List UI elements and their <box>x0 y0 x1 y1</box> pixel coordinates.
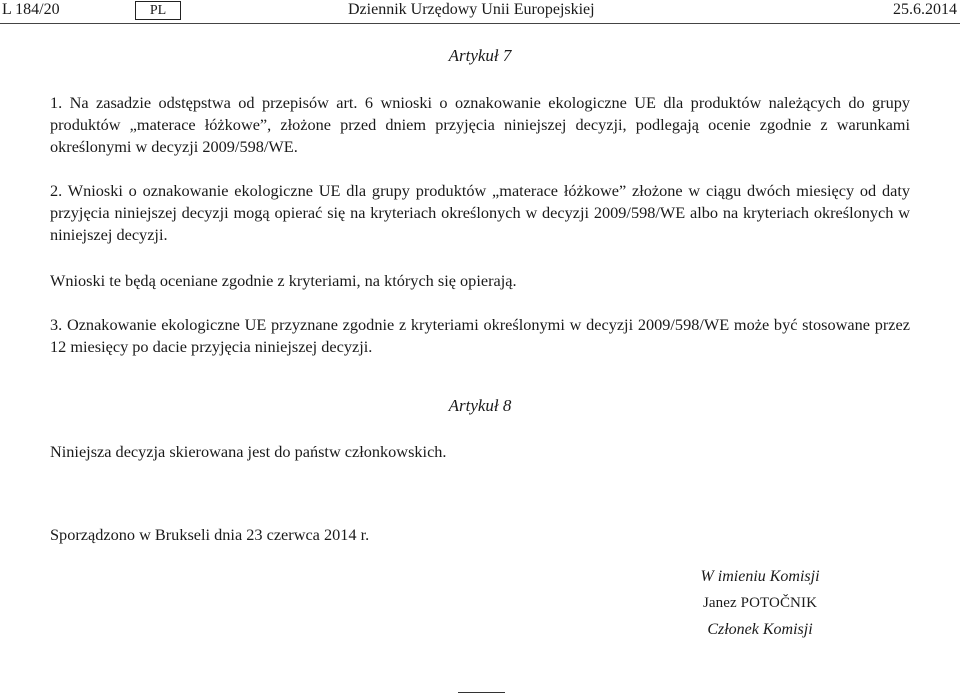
article-7-paragraph-3: 3. Oznakowanie ekologiczne UE przyznane zgodnie z kryteriami określonymi w decyzji 2009/598/WE może być stosowane przez 12 miesięcy po dacie przyjęcia niniejszej decyzji. <box>50 315 910 356</box>
article-8-paragraph: Niniejsza decyzja skierowana jest do państw członkowskich. <box>50 442 447 461</box>
article-7-paragraph-2-note: Wnioski te będą oceniane zgodnie z kryteriami, na których się opierają. <box>50 271 517 290</box>
page-header <box>0 0 960 24</box>
language-badge: PL <box>135 1 181 20</box>
article-7-paragraph-1: 1. Na zasadzie odstępstwa od przepisów art. 6 wnioski o oznakowanie ekologiczne UE dla produktów należących do grupy produktów „materace łóżkowe”, złożone przed dniem przyjęcia niniejszej decyzji, podlegają ocenie zgodnie z warunkami określonymi w decyzji 2009/598/WE. <box>50 93 910 156</box>
closing-statement: Sporządzono w Brukseli dnia 23 czerwca 2014 r. <box>50 525 370 544</box>
signatory-name: Janez POTOČNIK <box>702 595 818 611</box>
publication-date: 25.6.2014 <box>893 1 957 18</box>
article-7-paragraph-2: 2. Wnioski o oznakowanie ekologiczne UE dla grupy produktów „materace łóżkowe” złożone w ciągu dwóch miesięcy od daty przyjęcia niniejszej decyzji mogą opierać się na kryteriach określonych w decyzji 2009/598/WE albo na kryteriach określonych w niniejszej decyzji. <box>50 181 910 244</box>
signatory-role: Członek Komisji <box>707 621 813 638</box>
header-divider <box>0 23 960 24</box>
article-7-title: Artykuł 7 <box>448 46 512 65</box>
footer-divider <box>458 692 505 693</box>
journal-title: Dziennik Urzędowy Unii Europejskiej <box>348 1 595 18</box>
article-8-title: Artykuł 8 <box>448 396 512 415</box>
page-reference: L 184/20 <box>2 1 60 18</box>
signature-on-behalf: W imieniu Komisji <box>700 568 820 585</box>
